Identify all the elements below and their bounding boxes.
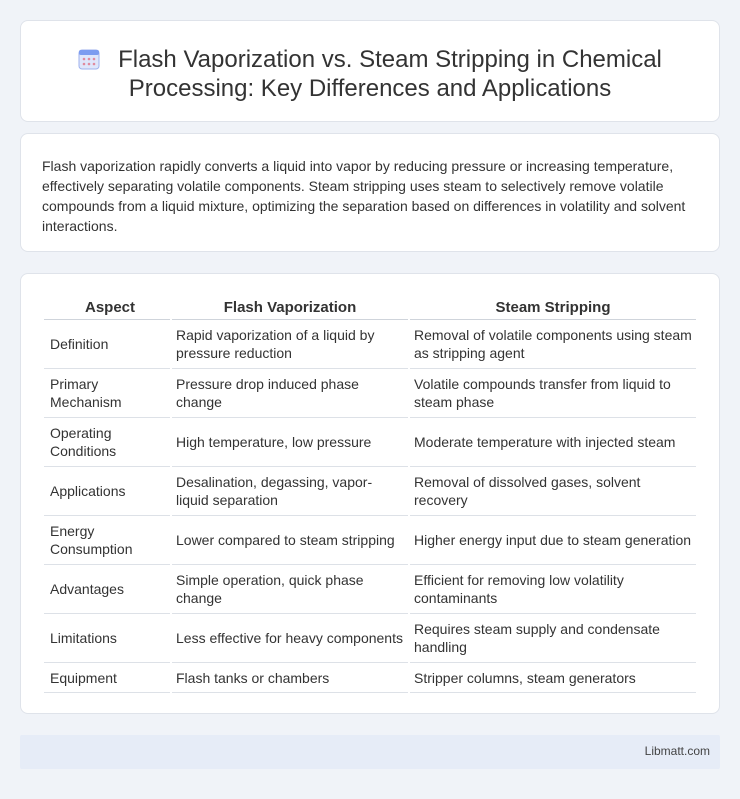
cell-steam: Removal of dissolved gases, solvent recovery [410, 467, 696, 516]
cell-aspect: Operating Conditions [44, 418, 170, 467]
page-title [21, 45, 719, 103]
cell-aspect: Equipment [44, 663, 170, 693]
comparison-card [20, 273, 720, 714]
cell-steam: Removal of volatile components using steam as stripping agent [410, 320, 696, 369]
cell-flash: Rapid vaporization of a liquid by pressure reduction [172, 320, 408, 369]
calendar-icon [78, 48, 100, 70]
table-row [44, 516, 696, 565]
intro-paragraph: Flash vaporization rapidly converts a liquid into vapor by reducing pressure or increasing temperature, effectively separating volatile components. Steam stripping uses steam to selectively remove volatile compounds from a liquid mixture, optimizing the separation based on differences in volatility and solvent interactions. [42, 158, 686, 234]
cell-aspect: Energy Consumption [44, 516, 170, 565]
cell-steam: Stripper columns, steam generators [410, 663, 696, 693]
title-card [20, 20, 720, 122]
footer-site-link[interactable]: Libmatt.com [644, 744, 710, 758]
intro-card [20, 133, 720, 252]
cell-aspect: Primary Mechanism [44, 369, 170, 418]
cell-flash: Simple operation, quick phase change [172, 565, 408, 614]
cell-aspect: Advantages [44, 565, 170, 614]
comparison-table [42, 294, 698, 693]
cell-flash: Pressure drop induced phase change [172, 369, 408, 418]
cell-flash: Lower compared to steam stripping [172, 516, 408, 565]
cell-aspect: Applications [44, 467, 170, 516]
cell-steam: Volatile compounds transfer from liquid to steam phase [410, 369, 696, 418]
table-header-row [44, 294, 696, 320]
cell-flash: Flash tanks or chambers [172, 663, 408, 693]
page-title-text: Flash Vaporization vs. Steam Stripping in Chemical Processing: Key Differences and Applications [118, 46, 662, 102]
cell-steam: Efficient for removing low volatility contaminants [410, 565, 696, 614]
cell-steam: Requires steam supply and condensate handling [410, 614, 696, 663]
cell-aspect: Definition [44, 320, 170, 369]
table-row [44, 467, 696, 516]
table-row [44, 418, 696, 467]
cell-aspect: Limitations [44, 614, 170, 663]
cell-flash: Desalination, degassing, vapor-liquid separation [172, 467, 408, 516]
cell-flash: High temperature, low pressure [172, 418, 408, 467]
table-row [44, 320, 696, 369]
header-aspect: Aspect [44, 294, 170, 320]
cell-steam: Moderate temperature with injected steam [410, 418, 696, 467]
header-steam-stripping: Steam Stripping [410, 294, 696, 320]
table-row [44, 614, 696, 663]
cell-steam: Higher energy input due to steam generation [410, 516, 696, 565]
table-row [44, 369, 696, 418]
header-flash-vaporization: Flash Vaporization [172, 294, 408, 320]
cell-flash: Less effective for heavy components [172, 614, 408, 663]
table-row [44, 663, 696, 693]
footer [20, 735, 720, 769]
table-row [44, 565, 696, 614]
